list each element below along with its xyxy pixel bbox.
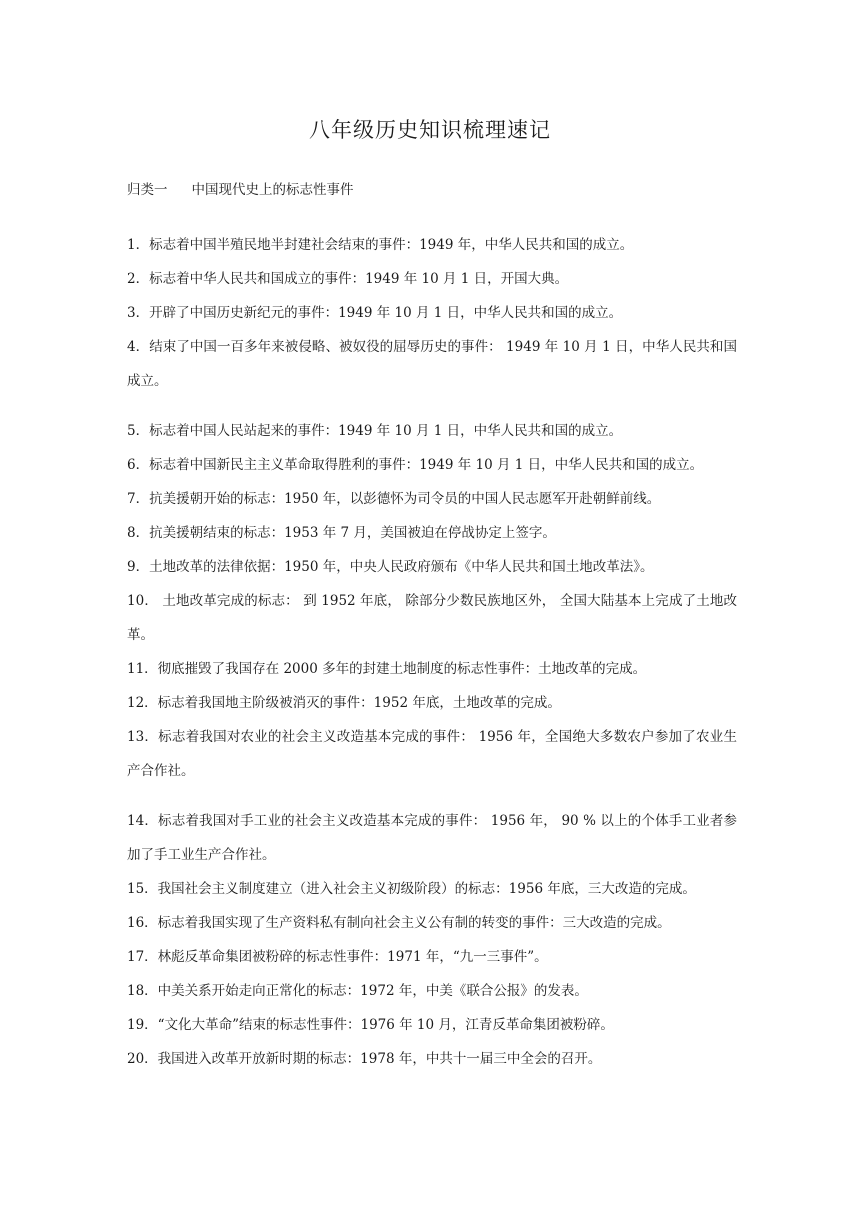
document-title: 八年级历史知识梳理速记 — [309, 118, 551, 142]
list-item: 12．标志着我国地主阶级被消灭的事件：1952 年底，土地改革的完成。 — [127, 695, 561, 711]
section-heading — [127, 178, 354, 198]
list-item: 4．结束了中国一百多年来被侵略、被奴役的屈辱历史的事件： 1949 年 10 月 1 日，中华人民共和国成立。 — [127, 339, 737, 389]
list-item: 17．林彪反革命集团被粉碎的标志性事件：1971 年，“九一三事件”。 — [127, 949, 548, 965]
list-item: 15．我国社会主义制度建立（进入社会主义初级阶段）的标志：1956 年底，三大改造的完成。 — [127, 881, 696, 897]
list-item: 2．标志着中华人民共和国成立的事件：1949 年 10 月 1 日，开国大典。 — [127, 271, 569, 287]
list-item: 14．标志着我国对手工业的社会主义改造基本完成的事件： 1956 年， 90 % 以上的个体手工业者参加了手工业生产合作社。 — [127, 813, 737, 863]
event-list — [127, 228, 737, 1076]
list-item: 1．标志着中国半殖民地半封建社会结束的事件：1949 年，中华人民共和国的成立。 — [127, 237, 634, 253]
list-item: 20．我国进入改革开放新时期的标志：1978 年，中共十一届三中全会的召开。 — [127, 1051, 602, 1067]
list-item: 11．彻底摧毁了我国存在 2000 多年的封建土地制度的标志性事件：土地改革的完成。 — [127, 661, 647, 677]
list-item: 19．“文化大革命”结束的标志性事件：1976 年 10 月，江青反革命集团被粉碎。 — [127, 1017, 614, 1033]
list-item: 3．开辟了中国历史新纪元的事件：1949 年 10 月 1 日，中华人民共和国的成立。 — [127, 305, 623, 321]
section-label: 归类一 — [127, 182, 168, 198]
list-item: 16．标志着我国实现了生产资料私有制向社会主义公有制的转变的事件：三大改造的完成。 — [127, 915, 671, 931]
section-title: 中国现代史上的标志性事件 — [191, 182, 354, 198]
list-item: 8．抗美援朝结束的标志：1953 年 7 月，美国被迫在停战协定上签字。 — [127, 525, 556, 541]
list-item: 18．中美关系开始走向正常化的标志：1972 年，中美《联合公报》的发表。 — [127, 983, 588, 999]
list-item: 7．抗美援朝开始的标志：1950 年，以彭德怀为司令员的中国人民志愿军开赴朝鲜前线。 — [127, 491, 661, 507]
list-item: 5．标志着中国人民站起来的事件：1949 年 10 月 1 日，中华人民共和国的成立。 — [127, 423, 623, 439]
list-item: 9．土地改革的法律依据：1950 年，中央人民政府颁布《中华人民共和国土地改革法》。 — [127, 559, 654, 575]
list-item: 13．标志着我国对农业的社会主义改造基本完成的事件： 1956 年，全国绝大多数农户参加了农业生产合作社。 — [127, 729, 737, 779]
list-item: 10． 土地改革完成的标志： 到 1952 年底， 除部分少数民族地区外， 全国大陆基本上完成了土地改革。 — [127, 593, 737, 643]
list-item: 6．标志着中国新民主主义革命取得胜利的事件：1949 年 10 月 1 日，中华人民共和国的成立。 — [127, 457, 704, 473]
